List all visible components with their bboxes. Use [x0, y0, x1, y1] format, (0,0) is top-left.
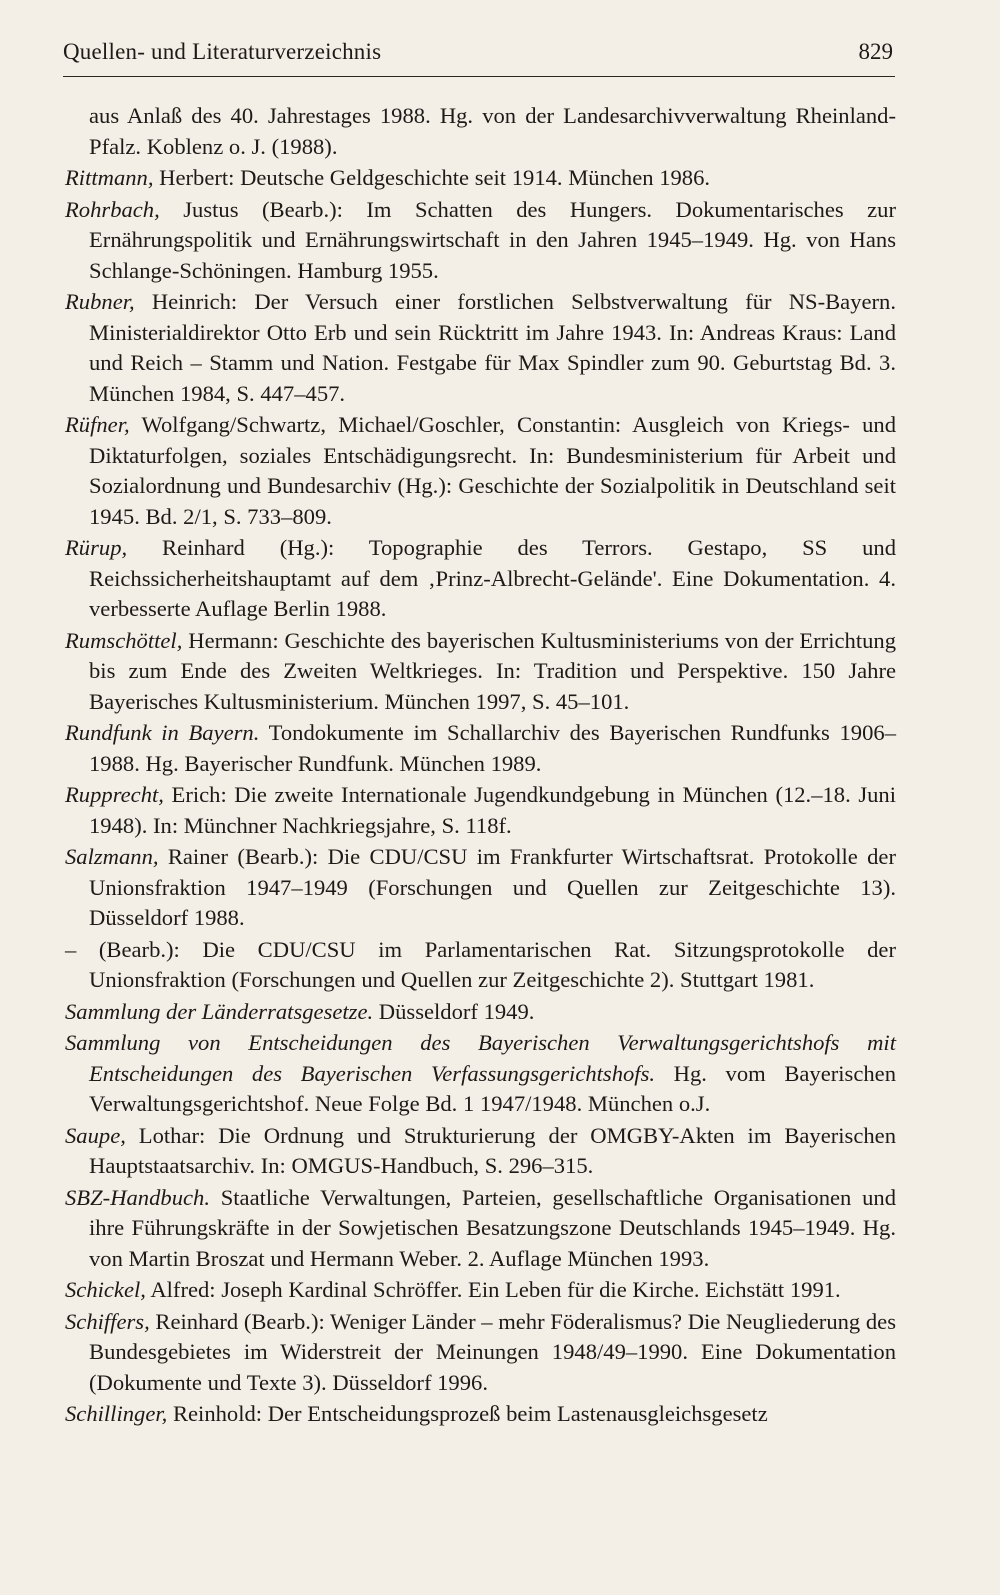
bibliography-entry: [65, 1275, 896, 1306]
bibliography-list: [65, 101, 896, 1431]
entry-author: Rittmann,: [65, 165, 154, 190]
entry-text: Düsseldorf 1949.: [373, 998, 535, 1024]
bibliography-entry: [65, 287, 896, 409]
entry-author: Salzmann,: [65, 844, 159, 869]
entry-author: Rubner,: [65, 289, 135, 314]
entry-title: Sammlung der Länderratsgesetze.: [65, 998, 374, 1024]
entry-author: Schickel,: [65, 1277, 146, 1302]
page-number: 829: [858, 39, 893, 64]
entry-text: Wolfgang/Schwartz, Michael/Goschler, Constantin: Ausgleich von Kriegs- und Diktaturfolgen, soziales Entschädigungsrecht. In: Bundesministerium für Arbeit und Sozialordnung und Bundesarchiv (Hg.): Geschichte der Sozialpolitik in Deutschland seit 1945. Bd. 2/1, S. 733–809.: [89, 412, 896, 529]
entry-author: Schillinger,: [65, 1401, 168, 1426]
entry-text: Justus (Bearb.): Im Schatten des Hungers. Dokumentarisches zur Ernährungspolitik und Ernährungswirtschaft in den Jahren 1945–1949. Hg. von Hans Schlange-Schöningen. Hamburg 1955.: [89, 196, 896, 283]
bibliography-entry: [65, 101, 896, 162]
bibliography-entry: [65, 1183, 896, 1275]
entry-text: Lothar: Die Ordnung und Strukturierung der OMGBY-Akten im Bayerischen Hauptstaatsarchiv. In: OMGUS-Handbuch, S. 296–315.: [89, 1122, 896, 1178]
bibliography-entry: [65, 935, 896, 996]
entry-author: Rüfner,: [65, 412, 130, 437]
entry-text: Tondokumente im Schallarchiv des Bayerischen Rundfunks 1906–1988. Hg. Bayerischer Rundfunk. München 1989.: [89, 720, 896, 776]
bibliography-entry: [65, 842, 896, 934]
bibliography-entry: [65, 410, 896, 532]
header-title: Quellen- und Literaturverzeichnis: [63, 39, 382, 64]
bibliography-entry: [65, 997, 896, 1028]
bibliography-entry: [65, 163, 896, 194]
entry-text: Alfred: Joseph Kardinal Schröffer. Ein Leben für die Kirche. Eichstätt 1991.: [145, 1277, 841, 1302]
entry-text: – (Bearb.): Die CDU/CSU im Parlamentarischen Rat. Sitzungsprotokolle der Unionsfraktion (Forschungen und Quellen zur Zeitgeschichte 2). Stuttgart 1981.: [65, 936, 896, 992]
entry-author: Schiffers,: [65, 1308, 150, 1334]
bibliography-entry: [65, 533, 896, 625]
entry-text: Reinhard (Hg.): Topographie des Terrors. Gestapo, SS und Reichssicherheitshauptamt auf dem ‚Prinz-Albrecht-Gelände'. Eine Dokumentation. 4. verbesserte Auflage Berlin 1988.: [89, 535, 896, 621]
running-header: [63, 36, 895, 77]
bibliography-entry: [65, 780, 896, 841]
bibliography-entry: [65, 195, 896, 287]
bibliography-entry: [65, 1121, 896, 1182]
entry-title: Sammlung von Entscheidungen des Bayerischen Verwaltungsgerichtshofs mit Entscheidungen des Bayerischen Verfassungsgerichtshofs.: [65, 1030, 896, 1086]
entry-title: SBZ-Handbuch.: [65, 1184, 210, 1210]
entry-text: Erich: Die zweite Internationale Jugendkundgebung in München (12.–18. Juni 1948). In: Münchner Nachkriegsjahre, S. 118f.: [89, 782, 896, 838]
entry-text: Hermann: Geschichte des bayerischen Kultusministeriums von der Errichtung bis zum Ende des Zweiten Weltkrieges. In: Tradition und Perspektive. 150 Jahre Bayerisches Kultusministerium. München 1997, S. 45–101.: [89, 627, 896, 714]
entry-text: Heinrich: Der Versuch einer forstlichen Selbstverwaltung für NS-Bayern. Ministerialdirektor Otto Erb und sein Rücktritt im Jahre 1943. In: Andreas Kraus: Land und Reich – Stamm und Nation. Festgabe für Max Spindler zum 90. Geburtstag Bd. 3. München 1984, S. 447–457.: [89, 289, 896, 406]
bibliography-entry: [65, 626, 896, 718]
entry-text: Herbert: Deutsche Geldgeschichte seit 1914. München 1986.: [153, 165, 711, 190]
bibliography-entry: [65, 1028, 896, 1120]
entry-author: Rumschöttel,: [65, 627, 183, 653]
entry-text: aus Anlaß des 40. Jahrestages 1988. Hg. von der Landesarchivverwaltung Rheinland-Pfalz. Koblenz o. J. (1988).: [89, 103, 896, 159]
entry-author: Rohrbach,: [65, 196, 160, 222]
entry-text: Reinhard (Bearb.): Weniger Länder – mehr Föderalismus? Die Neugliederung des Bundesgebietes im Widerstreit der Meinungen 1948/49–1990. Eine Dokumentation (Dokumente und Texte 3). Düsseldorf 1996.: [89, 1308, 896, 1395]
entry-text: Hg. vom Bayerischen Verwaltungsgerichtshof. Neue Folge Bd. 1 1947/1948. München o.J.: [89, 1060, 896, 1116]
entry-text: Reinhold: Der Entscheidungsprozeß beim Lastenausgleichsgesetz: [167, 1401, 768, 1426]
entry-text: Rainer (Bearb.): Die CDU/CSU im Frankfurter Wirtschaftsrat. Protokolle der Unionsfraktion 1947–1949 (Forschungen und Quellen zur Zeitgeschichte 13). Düsseldorf 1988.: [89, 844, 896, 930]
entry-title: Rundfunk in Bayern.: [65, 720, 260, 745]
bibliography-entry: [65, 718, 896, 779]
entry-author: Rürup,: [65, 535, 128, 560]
bibliography-entry: [65, 1399, 896, 1430]
entry-author: Rupprecht,: [65, 782, 164, 807]
entry-author: Saupe,: [65, 1122, 126, 1148]
entry-text: Staatliche Verwaltungen, Parteien, gesellschaftliche Organisationen und ihre Führungskräfte in der Sowjetischen Besatzungszone Deutschlands 1945–1949. Hg. von Martin Broszat und Hermann Weber. 2. Auflage München 1993.: [89, 1184, 896, 1271]
bibliography-entry: [65, 1307, 896, 1399]
